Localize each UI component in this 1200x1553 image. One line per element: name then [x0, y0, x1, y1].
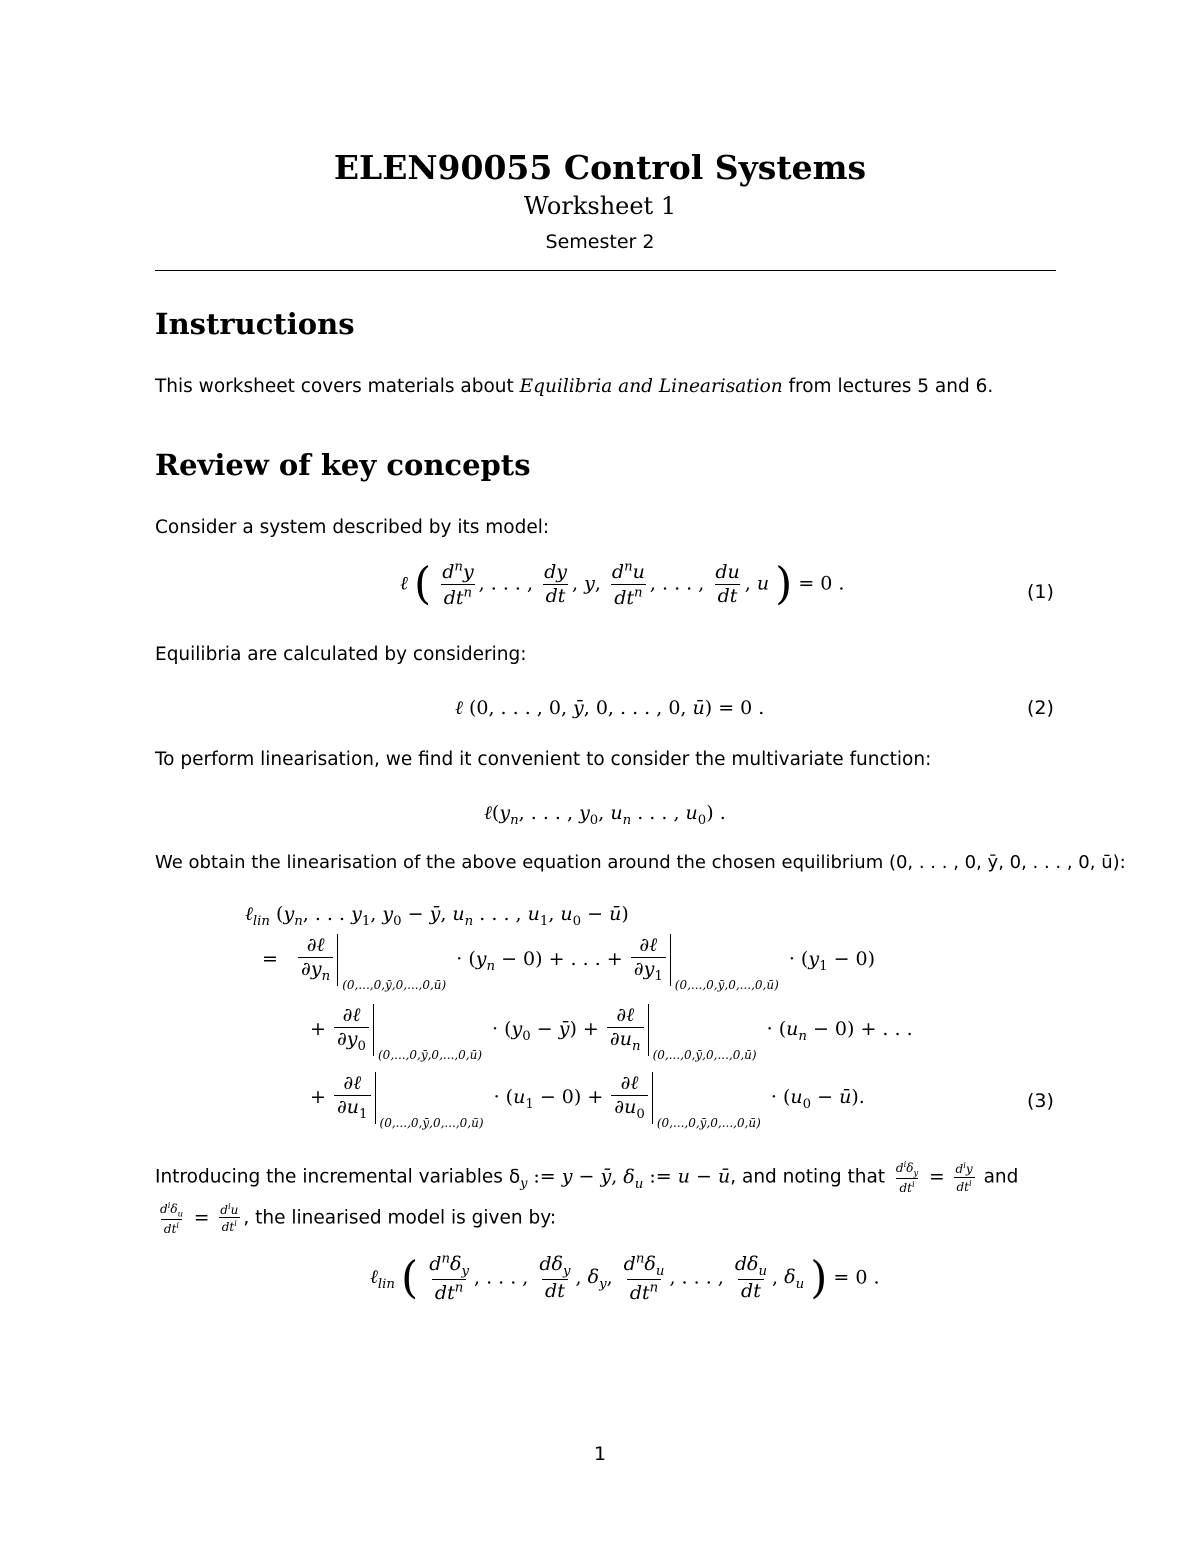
- linearisation-text: To perform linearisation, we find it convenient to consider the multivariate function:: [155, 749, 932, 770]
- instructions-text-before: This worksheet covers materials about: [155, 376, 520, 397]
- instructions-paragraph: [155, 376, 993, 397]
- equation-1: ℓ ( $\frac{d^ny}{dt^n}$ , . . . , $\frac{dy}{dt}$ , y, $\frac{d^nu}{dt^n}$ , . . . , $\frac{du}{dt}$ , u ) = 0 .: [400, 558, 845, 610]
- page-number: 1: [593, 1443, 607, 1465]
- review-heading: Review of key concepts: [155, 448, 531, 482]
- document-title: ELEN90055 Control Systems: [333, 148, 867, 187]
- incremental-paragraph: Introducing the incremental variables $\delta_y$ := y − ȳ, $\delta_u$ := u − ū, and noting that $\frac{d^i\delta_y}{dt^i}$ = $\frac{d^iy}{dt^i}$ and $\frac{d^i\delta_u}{dt^i}$ = $\frac{d^iu}{dt^i}$ , the linearised model is given by:: [155, 1159, 1019, 1236]
- equation-3-line-1: ℓ$_{lin}$ ($y_n$, . . . $y_1$, $y_0$ − ȳ, $u_n$ . . . , $u_1$, $u_0$ − ū): [245, 903, 629, 929]
- obtain-text: We obtain the linearisation of the above equation around the chosen equilibrium (0, . . . , 0, ȳ, 0, . . . , 0, ū):: [155, 852, 1126, 873]
- equation-3-line-3: + $\frac{\text{∂ℓ}}{\partial y_0}$ (0,...,0,ȳ,0,...,0,ū) · ($y_0$ − ȳ) + $\frac{\text{∂ℓ}}{\partial u_n}$ (0,...,0,ȳ,0,...,0,ū) · $(u_n - 0)$ + . . .: [310, 1004, 913, 1062]
- equation-2: ℓ (0, . . . , 0, ȳ, 0, . . . , 0, ū) = 0 .: [455, 697, 765, 719]
- equation-3-number: (3): [1027, 1090, 1054, 1112]
- document-semester: Semester 2: [545, 231, 655, 253]
- incremental-text-and: and: [983, 1166, 1019, 1188]
- incremental-text-end: , the linearised model is given by:: [243, 1207, 557, 1229]
- linearised-model-equation: ℓ$_{lin}$ ( $\frac{d^n\delta_y}{dt^n}$ , . . . , $\frac{d\delta_y}{dt}$ , $\delta_y$, $\frac{d^n\delta_u}{dt^n}$ , . . . , $\frac{d\delta_u}{dt}$ , $\delta_u$ ) = 0 .: [370, 1252, 880, 1304]
- instructions-text-after: from lectures 5 and 6.: [782, 376, 994, 397]
- multivariate-function: $\ell(y_n$, . . . , $y_0$, $u_n$ . . . , $u_0$) .: [484, 802, 726, 828]
- instructions-heading: Instructions: [155, 307, 355, 341]
- title-rule: [155, 270, 1056, 271]
- equilibria-text: Equilibria are calculated by considering:: [155, 644, 527, 665]
- instructions-emphasis: Equilibria and Linearisation: [519, 376, 783, 397]
- equation-3-line-4: + $\frac{\text{∂ℓ}}{\partial u_1}$ (0,...,0,ȳ,0,...,0,ū) · $(u_1 - 0)$ + $\frac{\text{∂ℓ}}{\partial u_0}$ (0,...,0,ȳ,0,...,0,ū) · ($u_0$ − ū).: [310, 1072, 865, 1130]
- document-subtitle: Worksheet 1: [523, 192, 677, 220]
- incremental-text-start: Introducing the incremental variables δ: [155, 1166, 521, 1188]
- equation-2-number: (2): [1027, 697, 1054, 719]
- equation-1-number: (1): [1027, 581, 1054, 603]
- review-intro: Consider a system described by its model:: [155, 517, 550, 538]
- equation-3-line-2: = $\frac{\text{∂ℓ}}{\partial y_n}$ (0,...,0,ȳ,0,...,0,ū) · $(y_n - 0)$ + . . . + $\frac{\text{∂ℓ}}{\partial y_1}$ (0,...,0,ȳ,0,...,0,ū) · $(y_1 - 0)$: [262, 934, 876, 992]
